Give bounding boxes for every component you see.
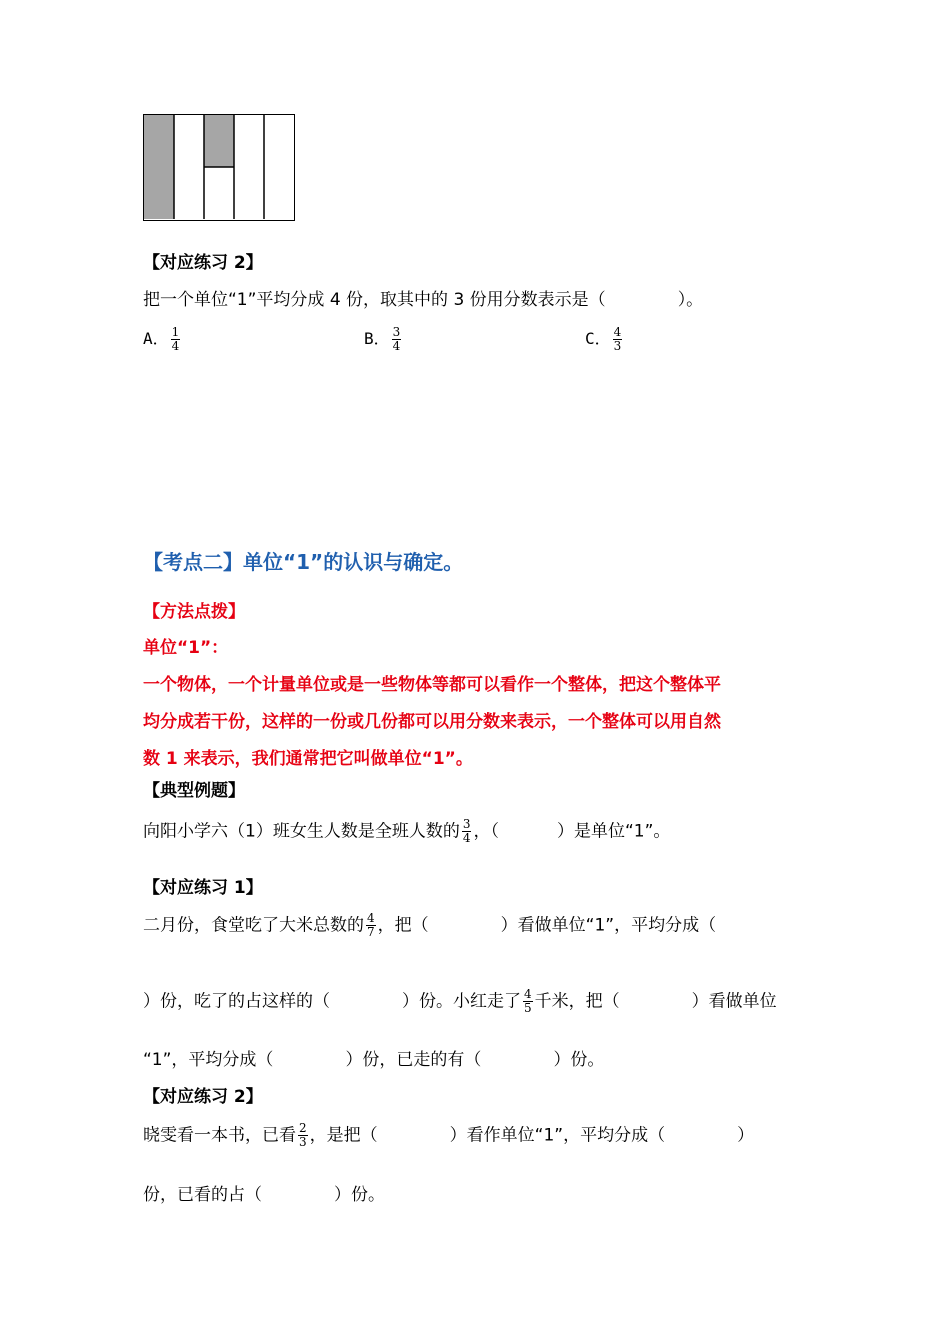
fraction-figure-svg <box>144 115 293 219</box>
option-c-fraction <box>613 326 623 353</box>
option-b-label: B． <box>364 329 390 348</box>
example-fraction <box>462 818 472 845</box>
text: ）看做单位“1”，平均分成（ <box>500 915 717 936</box>
practice1-line-3 <box>143 1049 604 1071</box>
numerator: 2 <box>299 1121 307 1135</box>
denominator: 4 <box>462 831 471 845</box>
shaded-column-1 <box>144 115 174 219</box>
method-line-1: 一个物体，一个计量单位或是一些物体等都可以看作一个整体，把这个整体平 <box>143 675 721 695</box>
text: ）份，已走的有（ <box>345 1050 482 1070</box>
example-question <box>143 818 670 845</box>
practice2-bottom-line-1 <box>143 1122 754 1149</box>
option-a[interactable] <box>143 326 182 353</box>
text: ）看作单位“1”，平均分成（ <box>449 1125 666 1146</box>
example-text-end: ）是单位“1”。 <box>556 821 671 842</box>
question-text: 把一个单位“1”平均分成 4 份，取其中的 3 份用分数表示是（ <box>143 290 606 310</box>
text: 晓雯看一本书，已看 <box>143 1125 296 1146</box>
option-c-label: C． <box>585 329 611 348</box>
numerator: 1 <box>171 325 180 339</box>
practice2-top-heading: 【对应练习 2】 <box>143 253 263 273</box>
text: ）份。 <box>334 1185 385 1205</box>
kaodian2-title: 【考点二】单位“1”的认识与确定。 <box>143 550 464 574</box>
question-end: ）。 <box>677 290 704 310</box>
denominator: 4 <box>392 339 401 353</box>
numerator: 4 <box>613 325 622 339</box>
method-subheading: 单位“1”： <box>143 638 229 658</box>
text: 二月份，食堂吃了大米总数的 <box>143 915 364 936</box>
practice1-fraction-2 <box>523 988 533 1015</box>
method-line-2: 均分成若干份，这样的一份或几份都可以用分数来表示，一个整体可以用自然 <box>143 712 721 732</box>
method-heading: 【方法点拨】 <box>143 602 245 622</box>
text: ）看做单位 <box>691 991 777 1012</box>
practice1-line-2 <box>143 988 777 1015</box>
example-heading: 【典型例题】 <box>143 781 245 801</box>
text: ，把（ <box>377 915 429 936</box>
text: ） <box>737 1125 755 1146</box>
practice1-heading: 【对应练习 1】 <box>143 878 263 898</box>
practice2-fraction <box>298 1122 308 1149</box>
text: ）份。小红走了 <box>402 991 521 1012</box>
numerator: 3 <box>392 325 401 339</box>
text: 份，已看的占（ <box>143 1185 262 1205</box>
denominator: 5 <box>524 1001 532 1015</box>
option-a-label: A． <box>143 329 169 348</box>
text: “1”，平均分成（ <box>143 1050 274 1070</box>
option-b-fraction <box>392 326 402 353</box>
text: ）份。 <box>553 1050 605 1070</box>
fraction-figure <box>143 114 295 221</box>
denominator: 7 <box>367 925 375 939</box>
text: 千米，把（ <box>534 991 620 1012</box>
denominator: 3 <box>613 339 622 353</box>
option-c[interactable] <box>585 326 624 353</box>
practice2-top-question <box>143 289 703 311</box>
option-a-fraction <box>171 326 181 353</box>
numerator: 4 <box>524 987 532 1001</box>
method-line-3: 数 1 来表示，我们通常把它叫做单位“1”。 <box>143 749 473 769</box>
example-text-mid: ，（ <box>473 821 499 842</box>
example-text: 向阳小学六（1）班女生人数是全班人数的 <box>143 821 460 842</box>
text: ，是把（ <box>309 1125 378 1146</box>
shaded-column-3-top <box>204 115 234 167</box>
denominator: 4 <box>171 339 180 353</box>
text: ）份，吃了的占这样的（ <box>143 991 330 1012</box>
practice2-bottom-heading: 【对应练习 2】 <box>143 1087 263 1107</box>
practice1-fraction-1 <box>366 912 376 939</box>
numerator: 3 <box>462 817 471 831</box>
option-b[interactable] <box>364 326 403 353</box>
practice2-bottom-line-2 <box>143 1184 385 1206</box>
practice1-line-1 <box>143 912 716 939</box>
denominator: 3 <box>299 1135 307 1149</box>
numerator: 4 <box>367 911 375 925</box>
